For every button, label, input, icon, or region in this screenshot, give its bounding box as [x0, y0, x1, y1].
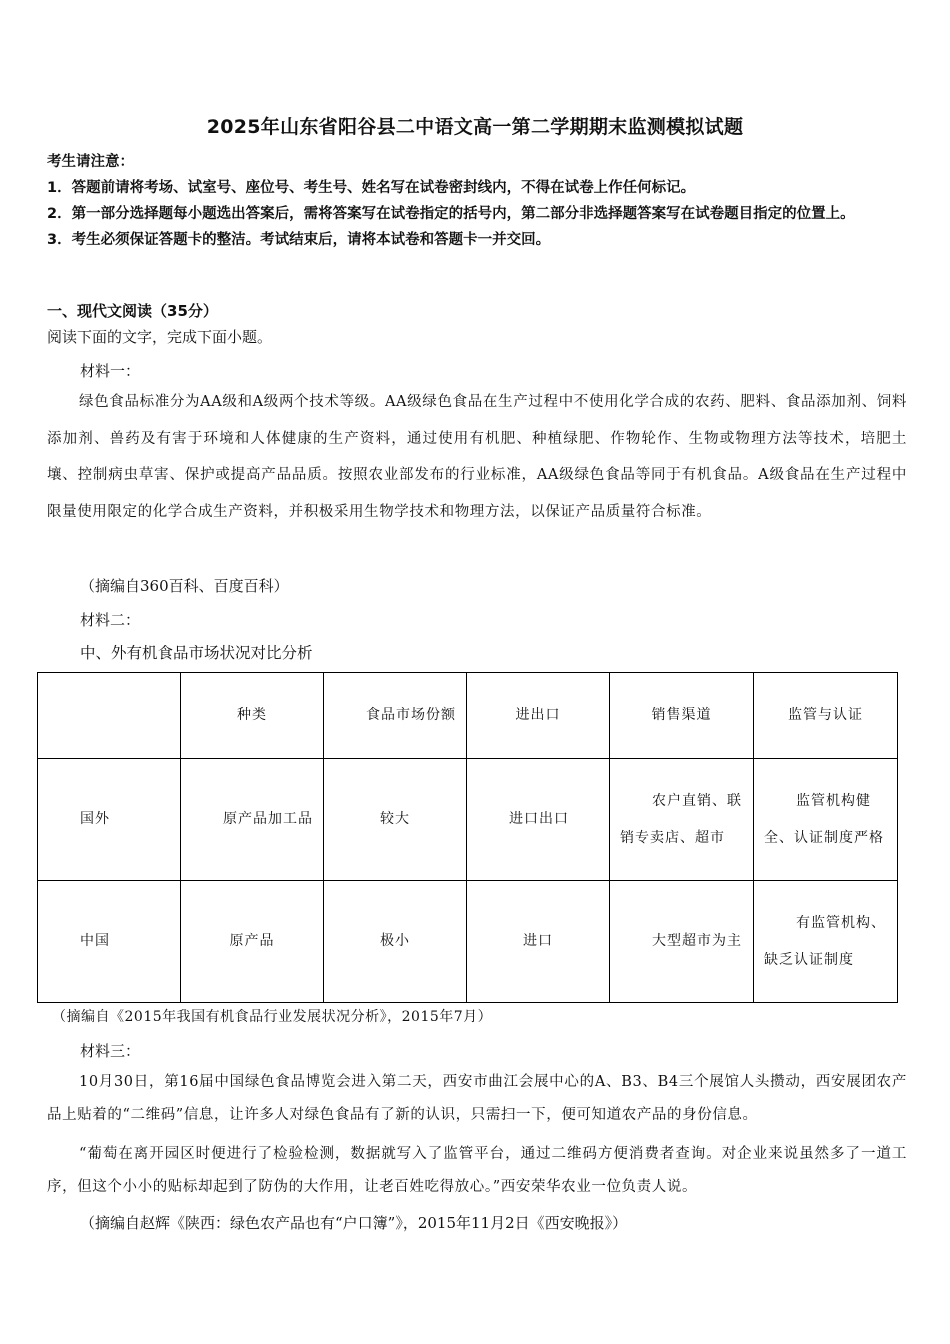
notice-item-3: 3．考生必须保证答题卡的整洁。考试结束后，请将本试卷和答题卡一并交回。: [47, 232, 551, 248]
header-cell: [38, 673, 181, 759]
table-title: 中、外有机食品市场状况对比分析: [80, 644, 313, 662]
material2-label: 材料二：: [80, 611, 141, 629]
header-cell: 食品市场份额: [324, 673, 467, 759]
section-instruction: 阅读下面的文字，完成下面小题。: [47, 328, 273, 346]
table-cell: 进口出口: [467, 759, 610, 881]
material3-label: 材料三：: [80, 1042, 141, 1060]
notice-item-1: 1．答题前请将考场、试室号、座位号、考生号、姓名写在试卷密封线内，不得在试卷上作任何标记。: [47, 180, 696, 196]
table-cell: 进口: [467, 881, 610, 1003]
table-cell: 中国: [38, 881, 181, 1003]
table-cell: 原产品: [181, 881, 324, 1003]
section-heading: 一、现代文阅读（35分）: [47, 302, 218, 320]
table-header-row: [38, 673, 898, 759]
material3-source: （摘编自赵辉《陕西：绿色农产品也有“户口簿”》，2015年11月2日《西安晚报》）: [80, 1214, 628, 1232]
table-cell: 农户直销、联销专卖店、超市: [610, 759, 754, 881]
notice-heading: 考生请注意：: [47, 154, 134, 170]
notice-item-2: 2．第一部分选择题每小题选出答案后，需将答案写在试卷指定的括号内，第二部分非选择题答案写在试卷题目指定的位置上。: [47, 206, 855, 222]
header-cell: 监管与认证: [754, 673, 898, 759]
table-row: [38, 881, 898, 1003]
table-row: [38, 759, 898, 881]
notice-block: [47, 149, 907, 253]
material1-text: 绿色食品标准分为AA级和A级两个技术等级。AA级绿色食品在生产过程中不使用化学合成的农药、肥料、食品添加剂、饲料添加剂、兽药及有害于环境和人体健康的生产资料，通过使用有机肥、种植绿肥、作物轮作、生物或物理方法等技术，培肥土壤、控制病虫草害、保护或提高产品品质。按照农业部发布的行业标准，AA级绿色食品等同于有机食品。A级食品在生产过程中限量使用限定的化学合成生产资料，并积极采用生物学技术和物理方法，以保证产品质量符合标准。: [47, 394, 907, 520]
material1-label: 材料一：: [80, 362, 141, 380]
material3-paragraph-1: 10月30日，第16届中国绿色食品博览会进入第二天，西安市曲江会展中心的A、B3、B4三个展馆人头攒动，西安展团农产品上贴着的“二维码”信息，让许多人对绿色食品有了新的认识，只需扫一下，便可知道农产品的身份信息。: [47, 1074, 907, 1123]
material3-paragraph-2: “葡萄在离开园区时便进行了检验检测，数据就写入了监管平台，通过二维码方便消费者查询。对企业来说虽然多了一道工序，但这个小小的贴标却起到了防伪的大作用，让老百姓吃得放心。”西安荣华农业一位负责人说。: [47, 1146, 907, 1195]
table-cell: 原产品加工品: [181, 759, 324, 881]
table-cell: 极小: [324, 881, 467, 1003]
material2-source: （摘编自《2015年我国有机食品行业发展状况分析》，2015年7月）: [52, 1009, 493, 1025]
exam-title: 2025年山东省阳谷县二中语文高一第二学期期末监测模拟试题: [206, 116, 744, 138]
header-cell: 种类: [181, 673, 324, 759]
header-cell: 进出口: [467, 673, 610, 759]
comparison-table: [37, 672, 898, 1003]
table-cell: 国外: [38, 759, 181, 881]
table-cell: 较大: [324, 759, 467, 881]
material1-source: （摘编自360百科、百度百科）: [80, 577, 289, 595]
table-cell: 大型超市为主: [610, 881, 754, 1003]
table-cell: 有监管机构、缺乏认证制度: [754, 881, 898, 1003]
table-cell: 监管机构健全、认证制度严格: [754, 759, 898, 881]
header-cell: 销售渠道: [610, 673, 754, 759]
